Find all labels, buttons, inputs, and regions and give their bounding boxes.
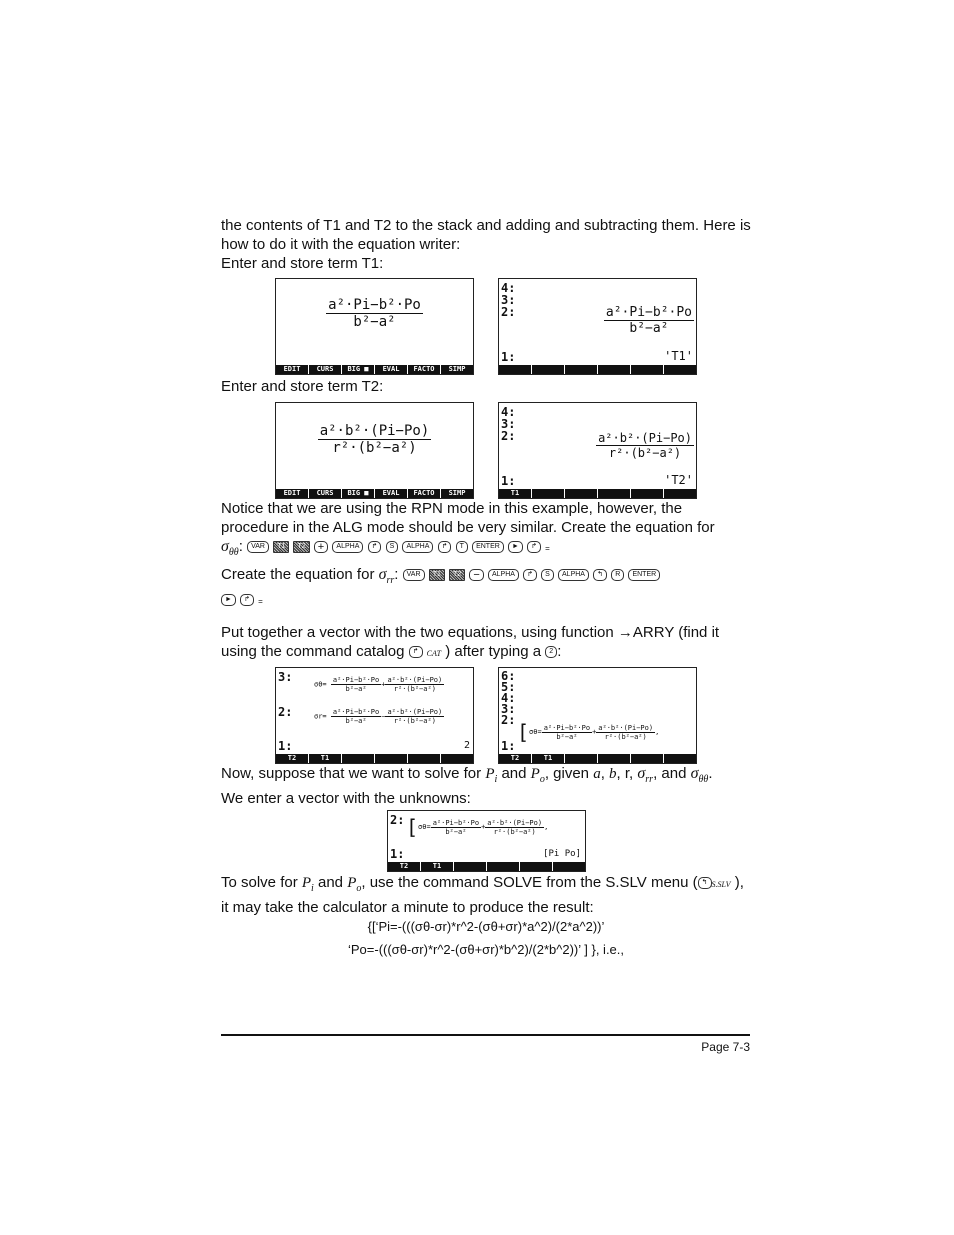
arrow-icon: → bbox=[617, 624, 633, 641]
soft-menu: T1 bbox=[499, 489, 696, 498]
sigma-r-symbol: $\sigma_{rr}$ bbox=[378, 566, 395, 587]
right-shift-key: ↱ bbox=[527, 541, 541, 553]
calc-screen-two-equations: 3: 2: 1: σθ= $\frac{\text{a²·Pi−b²·Po}}{\text{b²−a²}}$ + $\frac{\text{a²·b²·(Pi−Po)}}{\text{r²·(b²−a²)}}$ σr= $\frac{\text{a²·Pi−b²·Po}}{\text{b²−a²}}$ − $\frac{\text{a²·b²·(Pi−Po)}}{\text{r²·(b²−a²)}}$ 2 T2 T1 bbox=[275, 667, 474, 764]
sigma-theta-symbol: $\sigma_{\theta\theta}$ bbox=[221, 538, 239, 559]
footer-rule bbox=[221, 1034, 750, 1036]
fraction-t1: $\frac{\text{a²·Pi−b²·Po}}{\text{b²−a²}}$ bbox=[328, 297, 421, 330]
page-number: Page 7-3 bbox=[701, 1040, 750, 1054]
left-shift-key: ↰ bbox=[593, 569, 607, 581]
right-shift-key: ↱ bbox=[438, 541, 452, 553]
soft-menu: T2 T1 bbox=[388, 862, 585, 871]
paragraph-vector: Put together a vector with the two equations, using function →ARRY (find it using the command catalog ↱ CAT ) after typing a 2 : bbox=[221, 624, 720, 660]
calc-screen-unknowns: 2: 1: [σθ= $\frac{\text{a²·Pi−b²·Po}}{\text{b²−a²}}$ + $\frac{\text{a²·b²·(Pi−Po)}}{\text{r²·(b²−a²)}}$ , [Pi Po] T2 T1 bbox=[387, 810, 586, 872]
soft-menu: EDIT CURS BIG ■ EVAL FACTO SIMP bbox=[276, 489, 473, 498]
right-shift-key: ↱ bbox=[523, 569, 537, 581]
paragraph-rpn-note: Notice that we are using the RPN mode in this example, however, the procedure in the ALG mode should be very similar. Create the equation for $\sigma_{\theta\theta}$: VAR T1 T2 + ALPHA ↱ S ALPHA ↱ T ENTER ► ↱ = bbox=[221, 500, 715, 559]
plus-key: + bbox=[314, 541, 328, 553]
calc-screen-stack-t2: 4: 3: 2: 1: $\frac{\text{a²·b²·(Pi−Po)}}{\text{r²·(b²−a²)}}$ 'T2' T1 bbox=[498, 402, 697, 499]
right-shift-key: ↱ bbox=[409, 646, 423, 658]
paragraph-solve-for: Now, suppose that we want to solve for $P_i$ and $P_o$, given a, b, r, $\sigma_{rr}$, and $\sigma_{\theta\theta}$. We enter a vector with the unknowns: bbox=[221, 765, 713, 808]
result-line-2: ‘Po=-(((σθ-σr)*r^2-(σθ+σr)*b^2)/(2*b^2))’ ] }, i.e., bbox=[347, 942, 625, 957]
calc-screen-stack-t1: 4: 3: 2: 1: $\frac{\text{a²·Pi−b²·Po}}{\text{b²−a²}}$ 'T1' bbox=[498, 278, 697, 375]
paragraph-t1: Enter and store term T1: bbox=[221, 255, 384, 272]
right-shift-key: ↱ bbox=[368, 541, 382, 553]
left-shift-key: ↰ bbox=[698, 877, 712, 889]
paragraph-intro: the contents of T1 and T2 to the stack and adding and subtracting them. Here is how to do it with the equation writer: bbox=[221, 217, 751, 253]
calc-screen-vector: 6: 5: 4: 3: 2: 1: [σθ= $\frac{\text{a²·Pi−b²·Po}}{\text{b²−a²}}$ + $\frac{\text{a²·b²·(Pi−Po)}}{\text{r²·(b²−a²)}}$ , T2 T1 bbox=[498, 667, 697, 764]
paragraph-sigma-r: Create the equation for $\sigma_{rr}$: VAR T1 T2 − ALPHA ↱ S ALPHA ↰ R ENTER ► ↱ = bbox=[221, 565, 751, 611]
paragraph-t2: Enter and store term T2: bbox=[221, 378, 384, 395]
soft-menu: T2 T1 bbox=[499, 754, 696, 763]
minus-key: − bbox=[469, 569, 483, 581]
soft-menu: T2 T1 bbox=[276, 754, 473, 763]
right-arrow-key: ► bbox=[221, 594, 236, 606]
result-line-1: {[‘Pi=-(((σθ-σr)*r^2-(σθ+σr)*a^2)/(2*a^2))’ bbox=[367, 919, 605, 934]
soft-menu: EDIT CURS BIG ■ EVAL FACTO SIMP bbox=[276, 365, 473, 374]
soft-menu bbox=[499, 365, 696, 374]
tag-t1: 'T1' bbox=[664, 349, 693, 363]
calc-screen-equation-writer-t2: $\frac{\text{a²·b²·(Pi−Po)}}{\text{r²·(b²−a²)}}$ EDIT CURS BIG ■ EVAL FACTO SIMP bbox=[275, 402, 474, 499]
right-arrow-key: ► bbox=[508, 541, 523, 553]
right-shift-key: ↱ bbox=[240, 594, 254, 606]
calc-screen-equation-writer-t1 bbox=[275, 278, 474, 375]
paragraph-solve-cmd: To solve for $P_i$ and $P_o$, use the command SOLVE from the S.SLV menu ( ↰ S.SLV ), it may take the calculator a minute to produce the result: bbox=[221, 874, 744, 916]
tag-t2: 'T2' bbox=[664, 473, 693, 487]
